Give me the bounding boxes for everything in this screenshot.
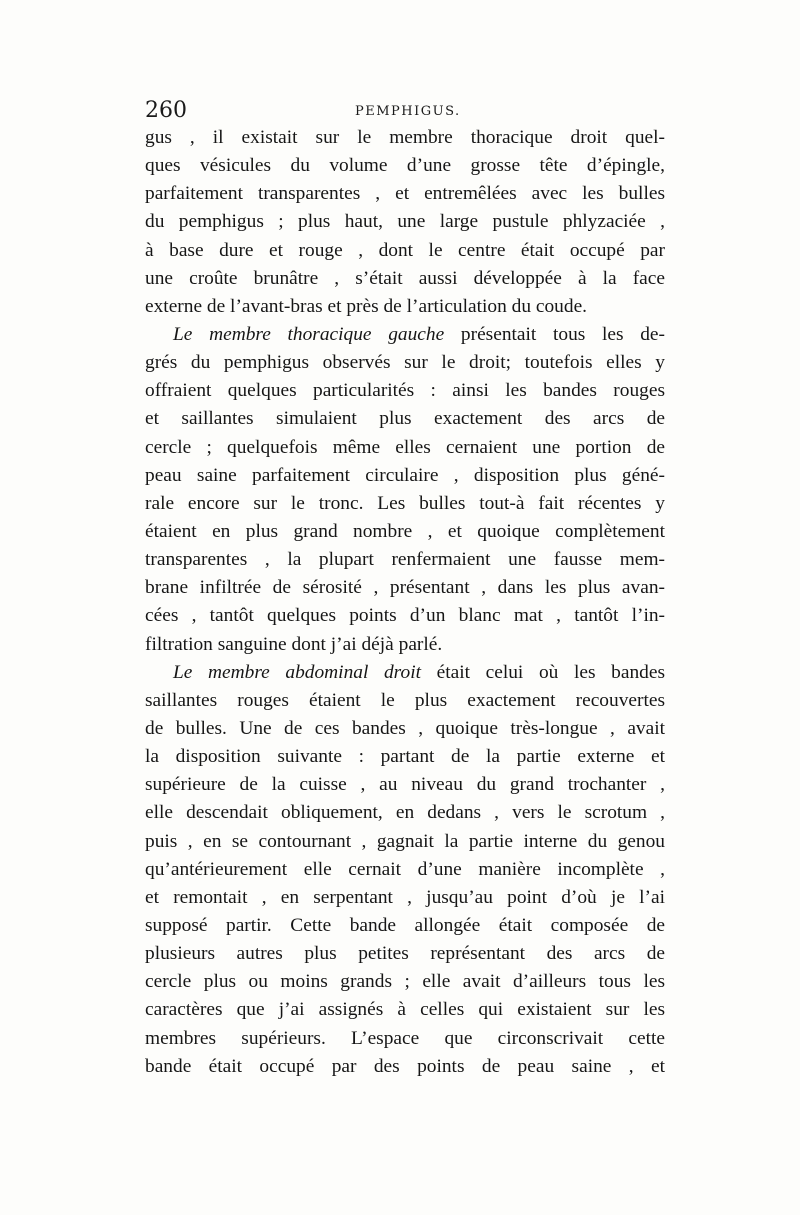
text-line — [145, 434, 665, 462]
text-line — [145, 687, 665, 715]
text-line — [145, 237, 665, 265]
text-line — [145, 912, 665, 940]
line-text: et saillantes simulaient plus exactement des arcs de — [145, 408, 665, 430]
text-line — [145, 349, 665, 377]
text-line — [145, 405, 665, 433]
text-line — [145, 884, 665, 912]
line-text: de bulles. Une de ces bandes , quoique très-longue , avait — [145, 717, 665, 739]
text-line — [145, 799, 665, 827]
line-text: transparentes , la plupart renfermaient une fausse mem- — [145, 549, 665, 571]
text-line — [145, 124, 665, 152]
text-line — [145, 462, 665, 490]
italic-phrase: Le membre abdominal droit — [173, 661, 421, 683]
text-line — [145, 1053, 665, 1081]
text-line — [145, 771, 665, 799]
line-text: offraient quelques particularités : ainsi les bandes rouges — [145, 380, 665, 402]
line-text: étaient en plus grand nombre , et quoique complètement — [145, 520, 665, 542]
line-text: la disposition suivante : partant de la partie externe et — [145, 746, 665, 768]
text-line — [145, 180, 665, 208]
italic-phrase: Le membre thoracique gauche — [173, 323, 445, 345]
text-line — [145, 856, 665, 884]
text-line — [145, 518, 665, 546]
line-text: parfaitement transparentes , et entremêlées avec les bulles — [145, 183, 665, 205]
line-text: à base dure et rouge , dont le centre était occupé par — [145, 239, 665, 261]
text-line — [145, 377, 665, 405]
line-text: et remontait , en serpentant , jusqu’au point d’où je l’ai — [145, 886, 665, 908]
line-text: cées , tantôt quelques points d’un blanc mat , tantôt l’in- — [145, 605, 665, 627]
line-text: brane infiltrée de sérosité , présentant , dans les plus avan- — [145, 577, 665, 599]
text-line — [145, 546, 665, 574]
text-line — [145, 490, 665, 518]
text-line — [145, 321, 665, 349]
text-line — [145, 574, 665, 602]
page-number: 260 — [145, 98, 187, 123]
line-text: membres supérieurs. L’espace que circonscrivait cette — [145, 1027, 665, 1049]
body-text — [145, 124, 665, 1081]
text-line — [145, 1025, 665, 1053]
line-text: cercle ; quelquefois même elles cernaient une portion de — [145, 436, 665, 458]
line-text: supérieure de la cuisse , au niveau du grand trochanter , — [145, 774, 665, 796]
line-text: puis , en se contournant , gagnait la partie interne du genou — [145, 830, 665, 852]
line-text: qu’antérieurement elle cernait d’une manière incomplète , — [145, 858, 665, 880]
text-line — [145, 631, 665, 659]
line-text: grés du pemphigus observés sur le droit; toutefois elles y — [145, 352, 665, 374]
line-text: présentait tous les de- — [444, 323, 665, 345]
line-text: cercle plus ou moins grands ; elle avait d’ailleurs tous les — [145, 971, 665, 993]
text-line — [145, 940, 665, 968]
line-text: était celui où les bandes — [420, 661, 665, 683]
page-header — [145, 98, 665, 124]
text-line — [145, 968, 665, 996]
line-text: externe de l’avant-bras et près de l’articulation du coude. — [145, 295, 588, 317]
line-text: une croûte brunâtre , s’était aussi développée à la face — [145, 267, 665, 289]
line-text: peau saine parfaitement circulaire , disposition plus géné- — [145, 464, 665, 486]
line-text: caractères que j’ai assignés à celles qui existaient sur les — [145, 999, 665, 1021]
text-line — [145, 152, 665, 180]
text-line — [145, 602, 665, 630]
line-text: du pemphigus ; plus haut, une large pustule phlyzaciée , — [145, 211, 665, 233]
line-text: supposé partir. Cette bande allongée était composée de — [145, 914, 665, 936]
line-text: saillantes rouges étaient le plus exactement recouvertes — [145, 689, 665, 711]
line-text: rale encore sur le tronc. Les bulles tout-à fait récentes y — [145, 492, 665, 514]
text-line — [145, 659, 665, 687]
line-text: bande était occupé par des points de peau saine , et — [145, 1055, 665, 1077]
running-head: PEMPHIGUS. — [355, 104, 461, 119]
text-line — [145, 265, 665, 293]
line-text: ques vésicules du volume d’une grosse tête d’épingle, — [145, 155, 665, 177]
text-line — [145, 208, 665, 236]
line-text: filtration sanguine dont j’ai déjà parlé. — [145, 633, 443, 655]
line-text: elle descendait obliquement, en dedans , vers le scrotum , — [145, 802, 665, 824]
text-line — [145, 996, 665, 1024]
text-line — [145, 743, 665, 771]
text-line — [145, 828, 665, 856]
text-line — [145, 293, 665, 321]
line-text: plusieurs autres plus petites représentant des arcs de — [145, 943, 665, 965]
line-text: gus , il existait sur le membre thoracique droit quel- — [145, 127, 665, 148]
text-line — [145, 715, 665, 743]
